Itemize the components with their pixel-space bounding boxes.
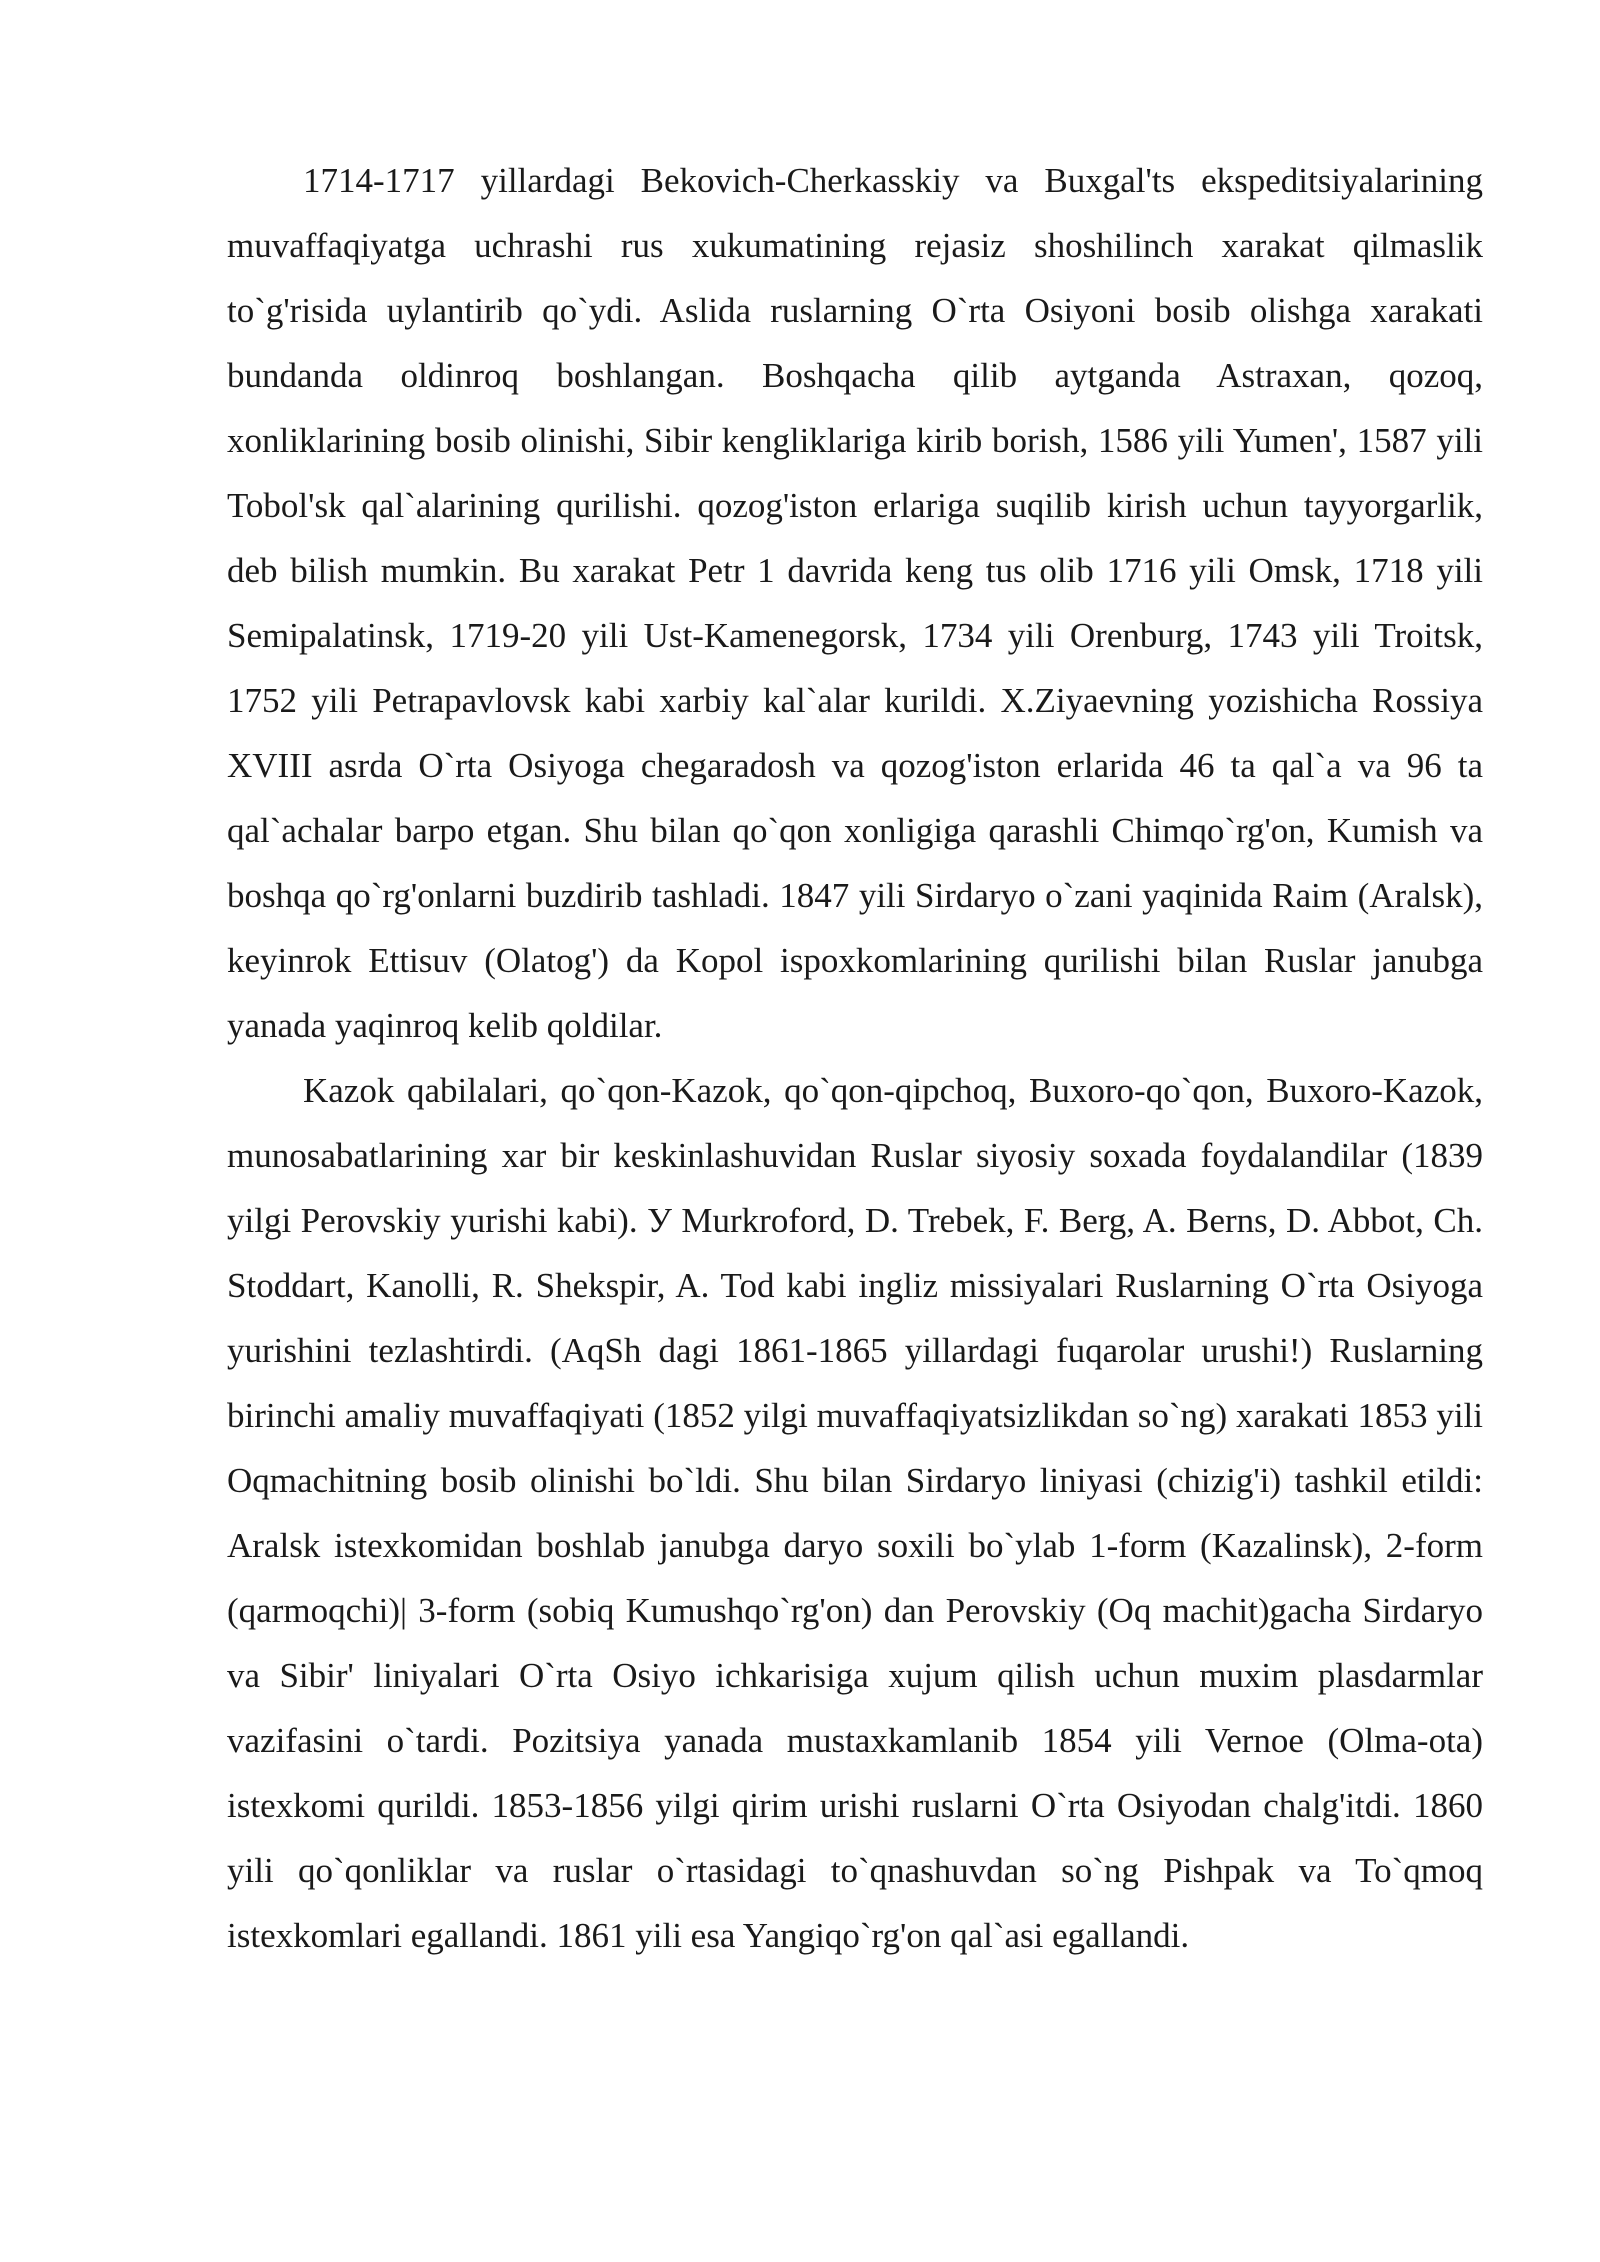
paragraph-2: Kazok qabilalari, qo`qon-Kazok, qo`qon-qipchoq, Buxoro-qo`qon, Buxoro-Kazok, munosabatlarining xar bir keskinlashuvidan Ruslar siyosiy soxada foydalandilar (1839 yilgi Perovskiy yurishi kabi). У Murkroford, D. Trebek, F. Berg, A. Berns, D. Abbot, Ch. Stoddart, Kanolli, R. Shekspir, A. Tod kabi ingliz missiyalari Ruslarning O`rta Osiyoga yurishini tezlashtirdi. (AqSh dagi 1861-1865 yillardagi fuqarolar urushi!) Ruslarning birinchi amaliy muvaffaqiyati (1852 yilgi muvaffaqiyatsizlikdan so`ng) xarakati 1853 yili Oqmachitning bosib olinishi bo`ldi. Shu bilan Sirdaryo liniyasi (chizig'i) tashkil etildi: Aralsk istexkomidan boshlab janubga daryo soxili bo`ylab 1-form (Kazalinsk), 2-form (qarmoqchi)| 3-form (sobiq Kumushqo`rg'on) dan Perovskiy (Oq machit)gacha Sirdaryo va Sibir' liniyalari O`rta Osiyo ichkarisiga xujum qilish uchun muxim plasdarmlar vazifasini o`tardi. Pozitsiya yanada mustaxkamlanib 1854 yili Vernoe (Olma-ota) istexkomi qurildi. 1853-1856 yilgi qirim urishi ruslarni O`rta Osiyodan chalg'itdi. 1860 yili qo`qonliklar va ruslar o`rtasidagi to`qnashuvdan so`ng Pishpak va To`qmoq istexkomlari egallandi. 1861 yili esa Yangiqo`rg'on qal`asi egallandi.	[227, 1071, 1483, 1955]
paragraph-1: 1714-1717 yillardagi Bekovich-Cherkasskiy va Buxgal'ts ekspeditsiyalarining muvaffaqiyatga uchrashi rus xukumatining rejasiz shoshilinch xarakat qilmaslik to`g'risida uylantirib qo`ydi. Aslida ruslarning O`rta Osiyoni bosib olishga xarakati bundanda oldinroq boshlangan. Boshqacha qilib aytganda Astraxan, qozoq, xonliklarining bosib olinishi, Sibir kengliklariga kirib borish, 1586 yili Yumen', 1587 yili Tobol'sk qal`alarining qurilishi. qozog'iston erlariga suqilib kirish uchun tayyorgarlik, deb bilish mumkin. Bu xarakat Petr 1 davrida keng tus olib 1716 yili Omsk, 1718 yili Semipalatinsk, 1719-20 yili Ust-Kamenegorsk, 1734 yili Orenburg, 1743 yili Troitsk, 1752 yili Petrapavlovsk kabi xarbiy kal`alar kurildi. X.Ziyaevning yozishicha Rossiya XVIII asrda O`rta Osiyoga chegaradosh va qozog'iston erlarida 46 ta qal`a va 96 ta qal`achalar barpo etgan. Shu bilan qo`qon xonligiga qarashli Chimqo`rg'on, Kumish va boshqa qo`rg'onlarni buzdirib tashladi. 1847 yili Sirdaryo o`zani yaqinida Raim (Aralsk), keyinrok Ettisuv (Olatog') da Kopol ispoxkomlarining qurilishi bilan Ruslar janubga yanada yaqinroq kelib qoldilar.	[227, 161, 1483, 1045]
body-text	[227, 148, 1483, 1968]
